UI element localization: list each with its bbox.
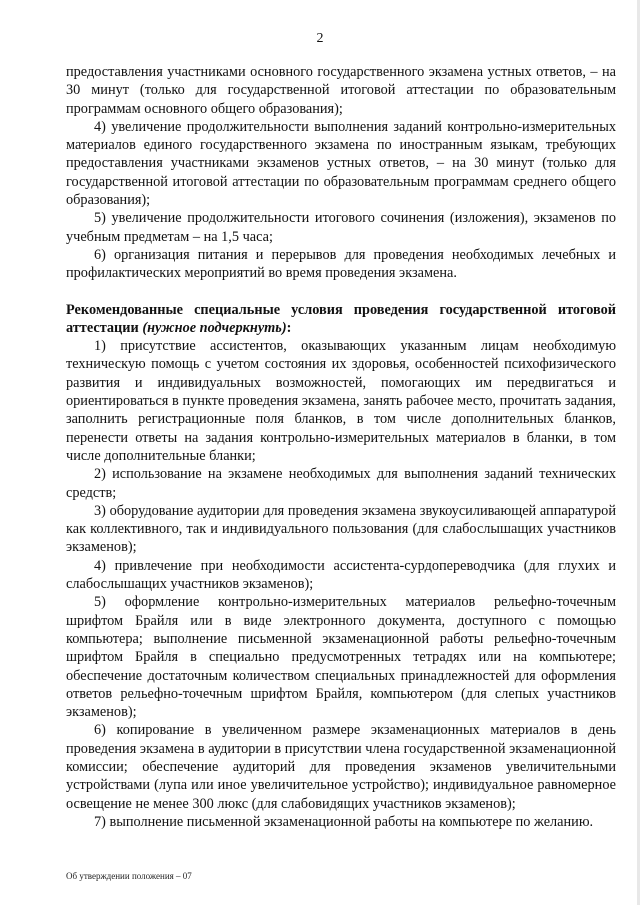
section-heading-note: (нужное подчеркнуть)	[142, 319, 287, 336]
paragraph-item-5: 5) увеличение продолжительности итогового сочинения (изложения), экзаменов по учебным предметам – на 1,5 часа;	[66, 210, 616, 245]
paragraph-continuation: предоставления участниками основного государственного экзамена устных ответов, – на 30 минут (только для государственной итоговой аттестации по образовательным программам основного общего образования);	[66, 64, 616, 117]
paragraph-item-4: 4) увеличение продолжительности выполнения заданий контрольно-измерительных материалов единого государственного экзамена по иностранным языкам, требующих предоставления участниками экзаменов устных ответов, – на 30 минут (только для государственной итоговой аттестации по образовательным программам среднего общего образования);	[66, 118, 616, 209]
document-body	[66, 63, 616, 831]
condition-item-2: 2) использование на экзамене необходимых для выполнения заданий технических средств;	[66, 466, 616, 501]
condition-item-4: 4) привлечение при необходимости ассистента-сурдопереводчика (для глухих и слабослышащих участников экзаменов);	[66, 557, 616, 593]
paragraph-item-6: 6) организация питания и перерывов для проведения необходимых лечебных и профилактических мероприятий во время проведения экзамена.	[66, 246, 616, 282]
condition-item-7: 7) выполнение письменной экзаменационной работы на компьютере по желанию.	[94, 813, 594, 830]
condition-item-1: 1) присутствие ассистентов, оказывающих указанным лицам необходимую техническую помощь с учетом состояния их здоровья, особенностей психофизического развития и индивидуальных возможностей, помогающих им передвигаться и ориентироваться в пункте проведения экзамена, занять рабочее место, прочитать задания, заполнить регистрационные поля бланков, в том числе дополнительных бланков, перенести ответы на задания контрольно-измерительных материалов в бланки, в том числе дополнительные бланки;	[66, 338, 616, 464]
condition-item-3: 3) оборудование аудитории для проведения экзамена звукоусиливающей аппаратурой как коллективного, так и индивидуального пользования (для слабослышащих участников экзаменов);	[66, 502, 616, 556]
condition-item-6: 6) копирование в увеличенном размере экзаменационных материалов в день проведения экзамена в аудитории в присутствии члена государственной экзаменационной комиссии; обеспечение аудиторий для проведения экзаменов увеличительными устройствами (лупа или иное увеличительное устройство); индивидуальное равномерное освещение не менее 300 люкс (для слабовидящих участников экзаменов);	[66, 722, 616, 812]
page-number: 2	[316, 31, 324, 46]
section-heading-text: Рекомендованные специальные условия проведения государственной итоговой аттестации	[66, 301, 616, 336]
condition-item-5: 5) оформление контрольно-измерительных материалов рельефно-точечным шрифтом Брайля или в виде электронного документа, доступного с помощью компьютера; выполнение письменной экзаменационной работы рельефно-точечным шрифтом Брайля в специально предусмотренных тетрадях или на компьютере; обеспечение достаточным количеством специальных принадлежностей для оформления ответов рельефно-точечным шрифтом Брайля, компьютером (для слепых участников экзаменов);	[66, 594, 616, 721]
section-heading-colon: :	[286, 319, 292, 336]
section-heading	[66, 301, 616, 338]
footer-note: Об утверждении положения – 07	[66, 871, 192, 881]
